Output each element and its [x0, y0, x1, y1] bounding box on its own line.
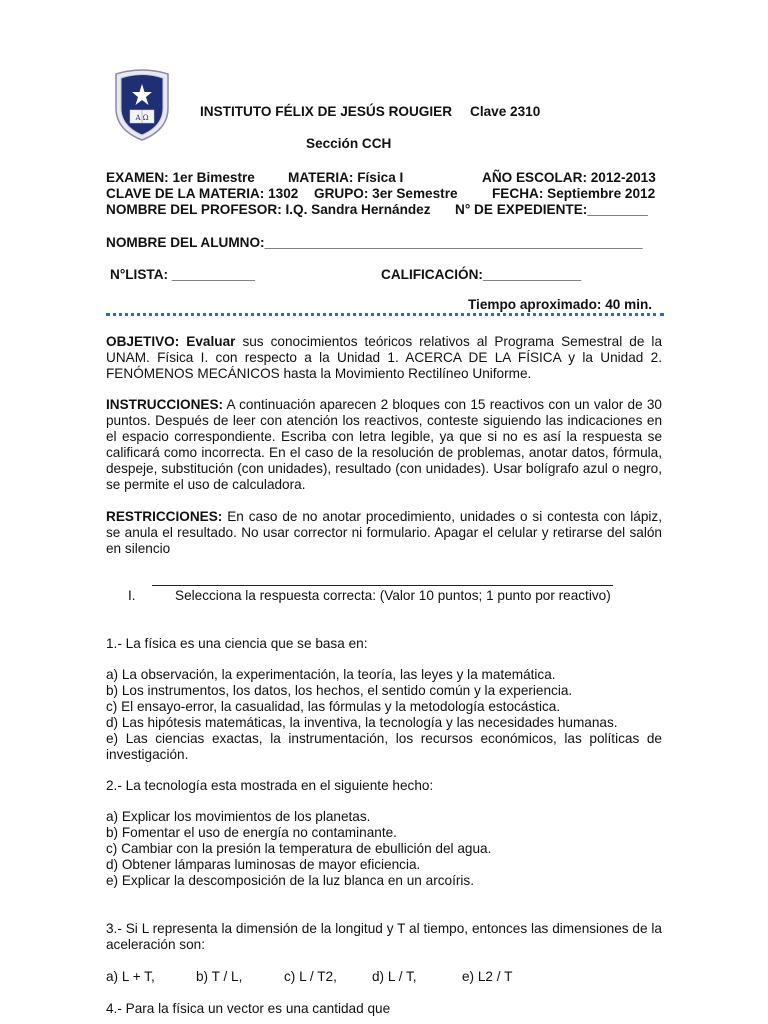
exam-label: EXAMEN: 1er Bimestre	[106, 170, 255, 185]
instructions-paragraph	[106, 397, 662, 493]
question-1-option-b: b) Los instrumentos, los datos, los hechos, el sentido común y la experiencia.	[106, 683, 573, 698]
objective-text: sus conocimientos teóricos relativos al Programa Semestral de la UNAM. Física I. con respecto a la Unidad 1. ACERCA DE LA FÍSICA y la Unidad 2. FENÓMENOS MECÁNICOS hasta la Movimiento Rectilíneo Uniforme.	[106, 334, 662, 381]
date-label: FECHA: Septiembre 2012	[492, 186, 656, 201]
question-2-option-a: a) Explicar los movimientos de los planetas.	[106, 809, 371, 824]
objective-paragraph	[106, 334, 662, 382]
restrictions-text: En caso de no anotar procedimiento, unidades o si contesta con lápiz, se anula el resultado. No usar corrector ni formulario. Apagar el celular y retirarse del salón en silencio	[106, 509, 662, 556]
objective-strong: Evaluar	[186, 334, 236, 349]
institute-clave: Clave 2310	[470, 104, 541, 119]
question-2-options	[106, 809, 662, 889]
section-title: Selecciona la respuesta correcta: (Valor 10 puntos; 1 punto por reactivo)	[175, 588, 611, 603]
question-3-option-b: b) T / L,	[196, 969, 243, 984]
question-3-option-c: c) L / T2,	[284, 969, 337, 984]
school-year-label: AÑO ESCOLAR: 2012-2013	[482, 170, 656, 185]
question-1-text: 1.- La física es una ciencia que se basa en:	[106, 636, 368, 651]
school-crest-logo	[112, 68, 172, 142]
question-3-option-d: d) L / T,	[372, 969, 417, 984]
question-2-option-e: e) Explicar la descomposición de la luz blanca en un arcoíris.	[106, 873, 474, 888]
question-2-text: 2.- La tecnología esta mostrada en el siguiente hecho:	[106, 778, 434, 793]
question-1-option-a: a) La observación, la experimentación, la teoría, las leyes y la matemática.	[106, 667, 556, 682]
group-label: GRUPO: 3er Semestre	[314, 186, 458, 201]
list-number-field: N°LISTA: ___________	[110, 267, 255, 282]
grade-field: CALIFICACIÓN:_____________	[381, 267, 582, 282]
subject-code-label: CLAVE DE LA MATERIA: 1302	[106, 186, 299, 201]
section-rule	[152, 585, 613, 586]
question-1-option-c: c) El ensayo-error, la casualidad, las fórmulas y la metodología estocástica.	[106, 699, 561, 714]
logo-text: Α Ω	[135, 114, 149, 122]
question-4-text: 4.- Para la física un vector es una cantidad que	[106, 1001, 391, 1016]
instructions-text: A continuación aparecen 2 bloques con 15 reactivos con un valor de 30 puntos. Después de leer con atención los reactivos, conteste siguiendo las indicaciones en el espacio correspondiente. Escriba con letra legible, ya que si no es así la respuesta se calificará como incorrecta. En el caso de la resolución de problemas, anotar datos, fórmula, despeje, substitución (con unidades), resultado (con unidades). Usar bolígrafo azul o negro, se permite el uso de calculadora.	[106, 397, 662, 492]
objective-label: OBJETIVO:	[106, 334, 180, 349]
question-3-option-a: a) L + T,	[106, 969, 155, 984]
student-name-field: NOMBRE DEL ALUMNO:__________________________________________________	[106, 235, 643, 250]
time-estimate: Tiempo aproximado: 40 min.	[468, 297, 653, 312]
restrictions-label: RESTRICCIONES:	[106, 509, 223, 524]
subject-label: MATERIA: Física I	[288, 170, 404, 185]
question-1-option-e: e) Las ciencias exactas, la instrumentación, los recursos económicos, las políticas de investigación.	[106, 731, 662, 762]
question-2-option-c: c) Cambiar con la presión la temperatura de ebullición del agua.	[106, 841, 492, 856]
section-label: Sección CCH	[306, 136, 392, 151]
record-number-field: N° DE EXPEDIENTE:________	[455, 202, 648, 217]
question-1-options	[106, 667, 662, 763]
section-number: I.	[128, 588, 136, 603]
dotted-divider	[106, 313, 664, 316]
question-3-text: 3.- Si L representa la dimensión de la longitud y T al tiempo, entonces las dimensiones de la aceleración son:	[106, 921, 662, 952]
question-3-option-e: e) L2 / T	[462, 969, 513, 984]
restrictions-paragraph	[106, 509, 662, 557]
institute-name: INSTITUTO FÉLIX DE JESÚS ROUGIER	[200, 104, 453, 119]
question-2-option-b: b) Fomentar el uso de energía no contaminante.	[106, 825, 397, 840]
question-1-option-d: d) Las hipótesis matemáticas, la inventiva, la tecnología y las necesidades humanas.	[106, 715, 618, 730]
question-2-option-d: d) Obtener lámparas luminosas de mayor eficiencia.	[106, 857, 421, 872]
teacher-label: NOMBRE DEL PROFESOR: I.Q. Sandra Hernández	[106, 202, 431, 217]
instructions-label: INSTRUCCIONES:	[106, 397, 224, 412]
